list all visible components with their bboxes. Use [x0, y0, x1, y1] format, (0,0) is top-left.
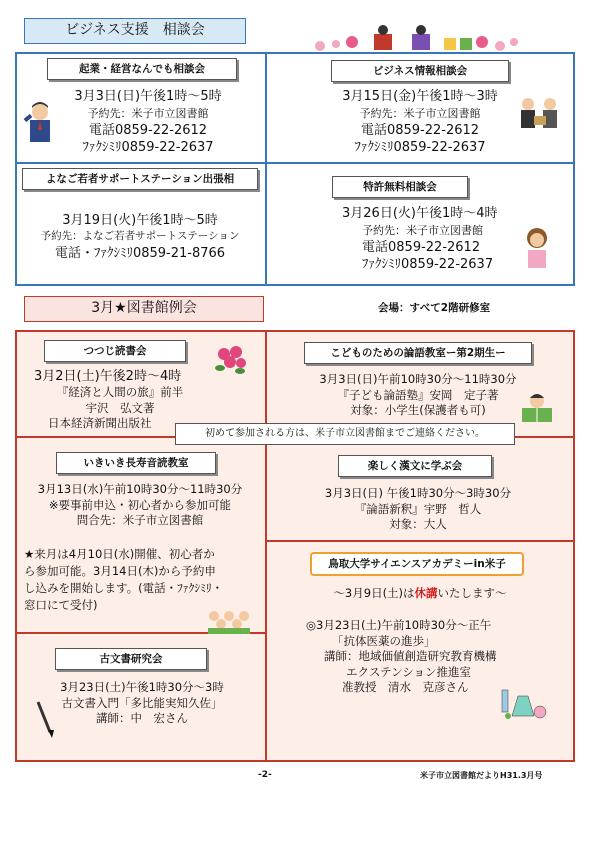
- laboratory-equipment-icon: [498, 686, 548, 722]
- business-info-consultation-details: 3月15日(金)午後1時～3時 予約先：米子市立図書館 電話0859-22-2612 ﾌｧｸｼﾐﾘ0859-22-2637: [342, 89, 498, 155]
- kanbun-study-group-details: 3月3日(日) 午後1時30分～3時30分 『論語新釈』宇野 哲人 対象：大人: [324, 486, 512, 531]
- science-academy-details: ◎3月23日(土)午前10時30分～正午 「抗体医薬の進歩」 講師：地域価値創造研究教育機構 エクステンション推進室 准教授 清水 克彦さん: [306, 618, 497, 694]
- longevity-next-month-note: ★来月は4月10日(水)開催、初心者か ら参加可能。3月14日(木)から予約申 し込みを開始します。(電話・ﾌｧｸｼﾐﾘ・ 窓口にて受付): [24, 547, 224, 612]
- entrepreneur-consultation-details: 3月3日(日)午後1時～5時 予約先：米子市立図書館 電話0859-22-2612 ﾌｧｸｼﾐﾘ0859-22-2637: [74, 89, 222, 155]
- kids-analects-class-details: 3月3日(日)午前10時30分～11時30分 『子ども論語塾』安岡 定子著 対象：小学生(保護者も可): [319, 372, 517, 417]
- businessman-icon: [22, 100, 58, 146]
- longevity-reading-class-details: 3月13日(水)午前10時30分～11時30分 ※要事前申込・初心者から参加可能 問合先：米子市立図書館: [37, 482, 243, 527]
- page-number: -2-: [258, 770, 272, 780]
- azalea-flower-icon: [214, 344, 248, 374]
- patent-consultation-details: 3月26日(火)午後1時～4時 予約先：米子市立図書館 電話0859-22-2612 ﾌｧｸｼﾐﾘ0859-22-2637: [342, 206, 498, 272]
- entrepreneur-consultation-title: 起業・経営なんでも相談会: [47, 58, 237, 80]
- hina-doll-decoration-icon: [312, 20, 522, 54]
- science-academy-closed-notice: ～3月9日(土)は休講いたします～: [333, 586, 507, 600]
- patent-consultation-title: 特許無料相談会: [332, 176, 468, 198]
- kids-analects-class-title: こどものための論語教室ー第2期生ー: [304, 342, 532, 364]
- business-support-header: ビジネス支援 相談会: [24, 18, 246, 44]
- business-info-consultation-title: ビジネス情報相談会: [331, 60, 509, 82]
- ancient-documents-study-details: 3月23日(土)午後1時30分～3時 古文書入門「多比能実知久佐」 講師：中 宏さん: [60, 680, 224, 725]
- newsletter-issue: 米子市立図書館だよりH31.3月号: [420, 771, 543, 780]
- business-meeting-icon: [516, 96, 564, 130]
- venue-label: 会場：すべて2階研修室: [378, 302, 491, 314]
- first-time-notice: 初めて参加される方は、米子市立図書館までご連絡ください。: [175, 423, 515, 445]
- tsutsuji-reading-club-details: 3月2日(土)午後2時～4時 『経済と人間の旅』前半 宇沢 弘文著 日本経済新聞出版社: [34, 369, 184, 430]
- seniors-group-icon: [206, 608, 252, 634]
- woman-icon: [522, 226, 552, 270]
- library-events-header: 3月★図書館例会: [24, 296, 264, 322]
- tsutsuji-reading-club-title: つつじ読書会: [44, 340, 186, 362]
- writing-brush-icon: [34, 700, 58, 740]
- ancient-documents-study-title: 古文書研究会: [55, 648, 207, 670]
- child-reading-icon: [516, 392, 558, 424]
- youth-support-title: よなご若者サポートステーション出張相: [22, 168, 258, 190]
- youth-support-details: 3月19日(火)午後1時～5時 予約先：よなご若者サポートステーション 電話・ﾌｧｸｼﾐﾘ0859-21-8766: [40, 213, 240, 261]
- kanbun-study-group-title: 楽しく漢文に学ぶ会: [338, 455, 492, 477]
- science-academy-title: 鳥取大学サイエンスアカデミーin米子: [310, 552, 524, 576]
- longevity-reading-class-title: いきいき長寿音読教室: [56, 452, 216, 474]
